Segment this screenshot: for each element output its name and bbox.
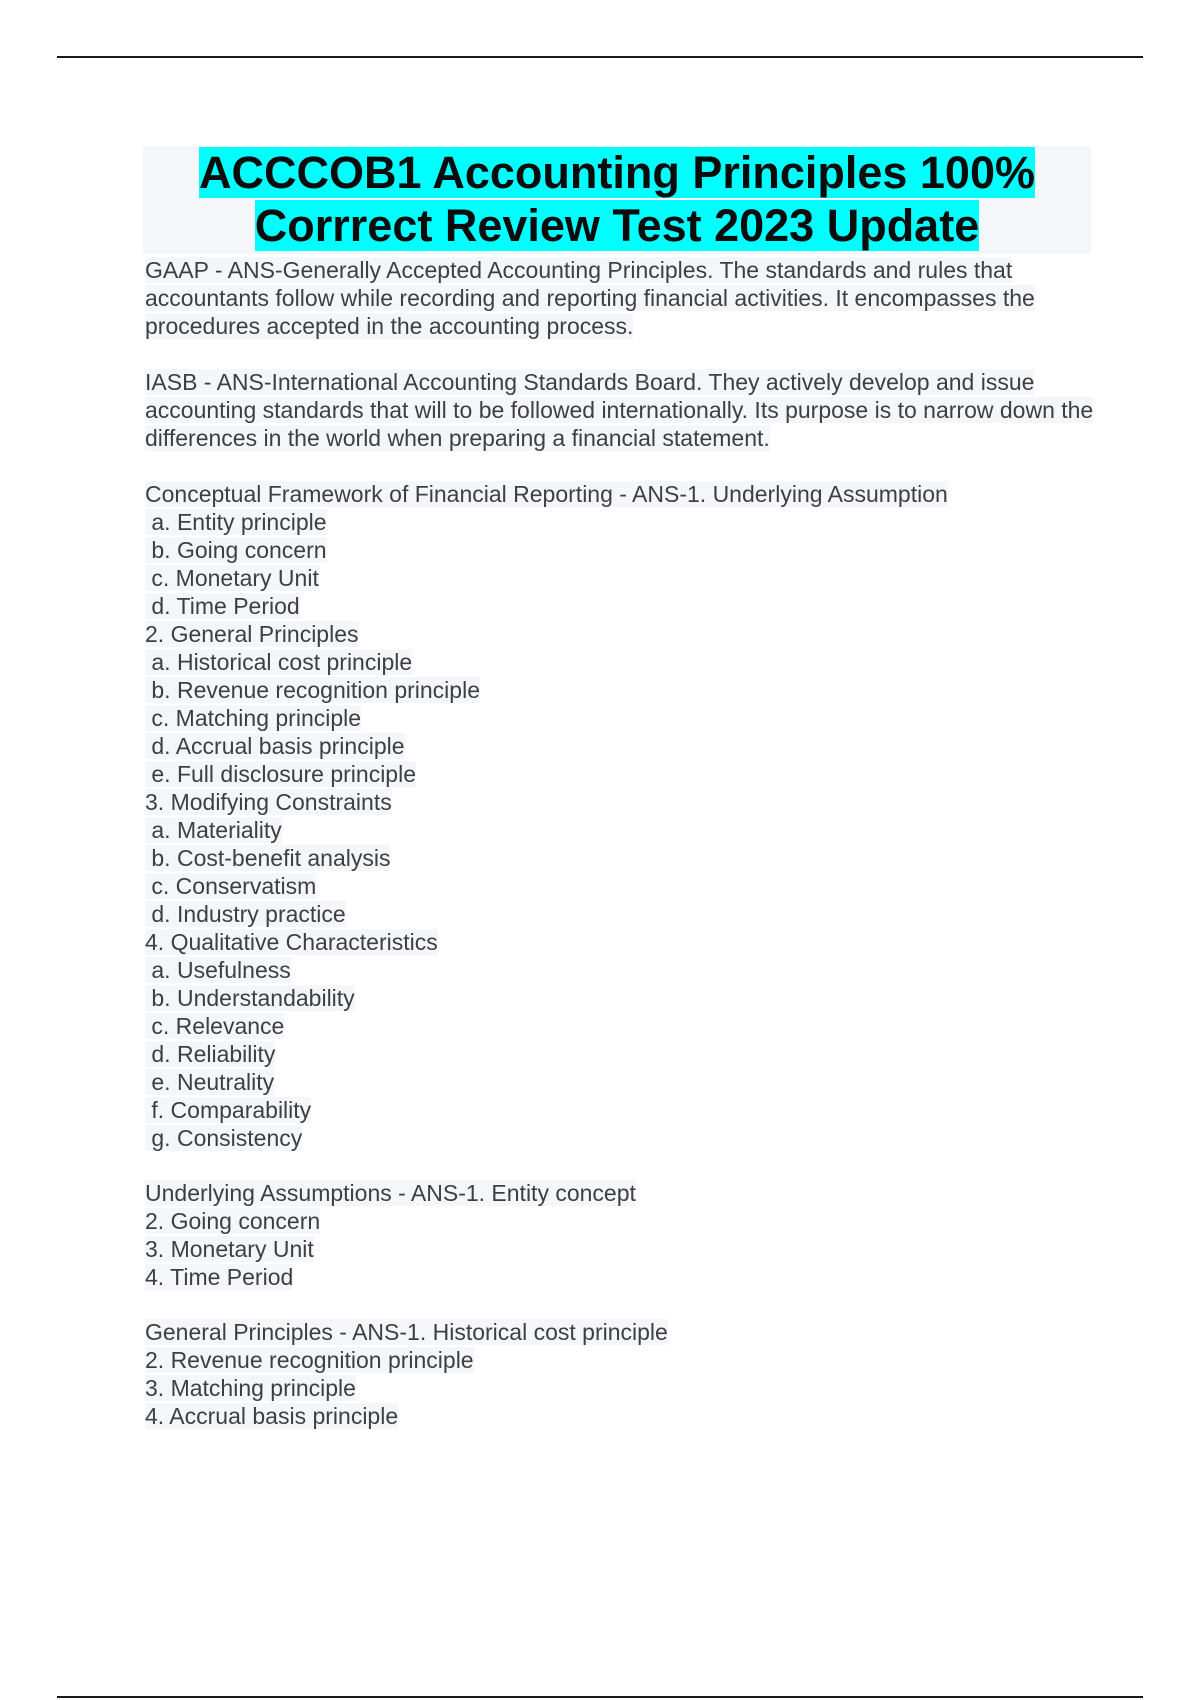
document-body xyxy=(145,256,1095,1457)
list-item: 4. Accrual basis principle xyxy=(145,1403,399,1429)
list-item: 3. Monetary Unit xyxy=(145,1236,314,1262)
list-item: c. Conservatism xyxy=(145,873,317,899)
list-item: b. Cost-benefit analysis xyxy=(145,845,391,871)
title-line-2: Corrrect Review Test 2023 Update xyxy=(254,200,980,251)
list-item: a. Historical cost principle xyxy=(145,649,413,675)
title-line-1: ACCCOB1 Accounting Principles 100% xyxy=(198,147,1035,198)
list-item: d. Industry practice xyxy=(145,901,346,927)
list-item: General Principles - ANS-1. Historical cost principle xyxy=(145,1319,668,1345)
list-item: Conceptual Framework of Financial Reporting - ANS-1. Underlying Assumption xyxy=(145,481,948,507)
list-item: b. Understandability xyxy=(145,985,355,1011)
document-title xyxy=(143,146,1091,254)
list-item: b. Going concern xyxy=(145,537,327,563)
iasb-text: IASB - ANS-International Accounting Standards Board. They actively develop and issue accounting standards that will to be followed internationally. Its purpose is to narrow down the differences in the world when preparing a financial statement. xyxy=(145,369,1094,451)
list-item: c. Relevance xyxy=(145,1013,285,1039)
list-item: 3. Matching principle xyxy=(145,1375,356,1401)
list-item: g. Consistency xyxy=(145,1125,303,1151)
list-item: e. Full disclosure principle xyxy=(145,761,417,787)
list-item: f. Comparability xyxy=(145,1097,312,1123)
framework-entry xyxy=(145,480,1095,1152)
principles-entry xyxy=(145,1318,1095,1430)
list-item: 2. General Principles xyxy=(145,621,359,647)
assumptions-entry xyxy=(145,1179,1095,1291)
list-item: a. Entity principle xyxy=(145,509,327,535)
list-item: e. Neutrality xyxy=(145,1069,275,1095)
gaap-entry xyxy=(145,256,1095,340)
gaap-text: GAAP - ANS-Generally Accepted Accounting Principles. The standards and rules that accountants follow while recording and reporting financial activities. It encompasses the procedures accepted in the accounting process. xyxy=(145,257,1035,339)
list-item: 2. Revenue recognition principle xyxy=(145,1347,474,1373)
bottom-rule xyxy=(57,1696,1143,1698)
list-item: d. Time Period xyxy=(145,593,300,619)
list-item: d. Accrual basis principle xyxy=(145,733,405,759)
list-item: c. Matching principle xyxy=(145,705,362,731)
list-item: a. Materiality xyxy=(145,817,282,843)
list-item: d. Reliability xyxy=(145,1041,276,1067)
list-item: 4. Time Period xyxy=(145,1264,294,1290)
top-rule xyxy=(57,56,1143,58)
list-item: c. Monetary Unit xyxy=(145,565,319,591)
iasb-entry xyxy=(145,368,1095,452)
list-item: b. Revenue recognition principle xyxy=(145,677,480,703)
list-item: a. Usefulness xyxy=(145,957,291,983)
list-item: Underlying Assumptions - ANS-1. Entity concept xyxy=(145,1180,636,1206)
list-item: 2. Going concern xyxy=(145,1208,321,1234)
list-item: 4. Qualitative Characteristics xyxy=(145,929,438,955)
list-item: 3. Modifying Constraints xyxy=(145,789,392,815)
